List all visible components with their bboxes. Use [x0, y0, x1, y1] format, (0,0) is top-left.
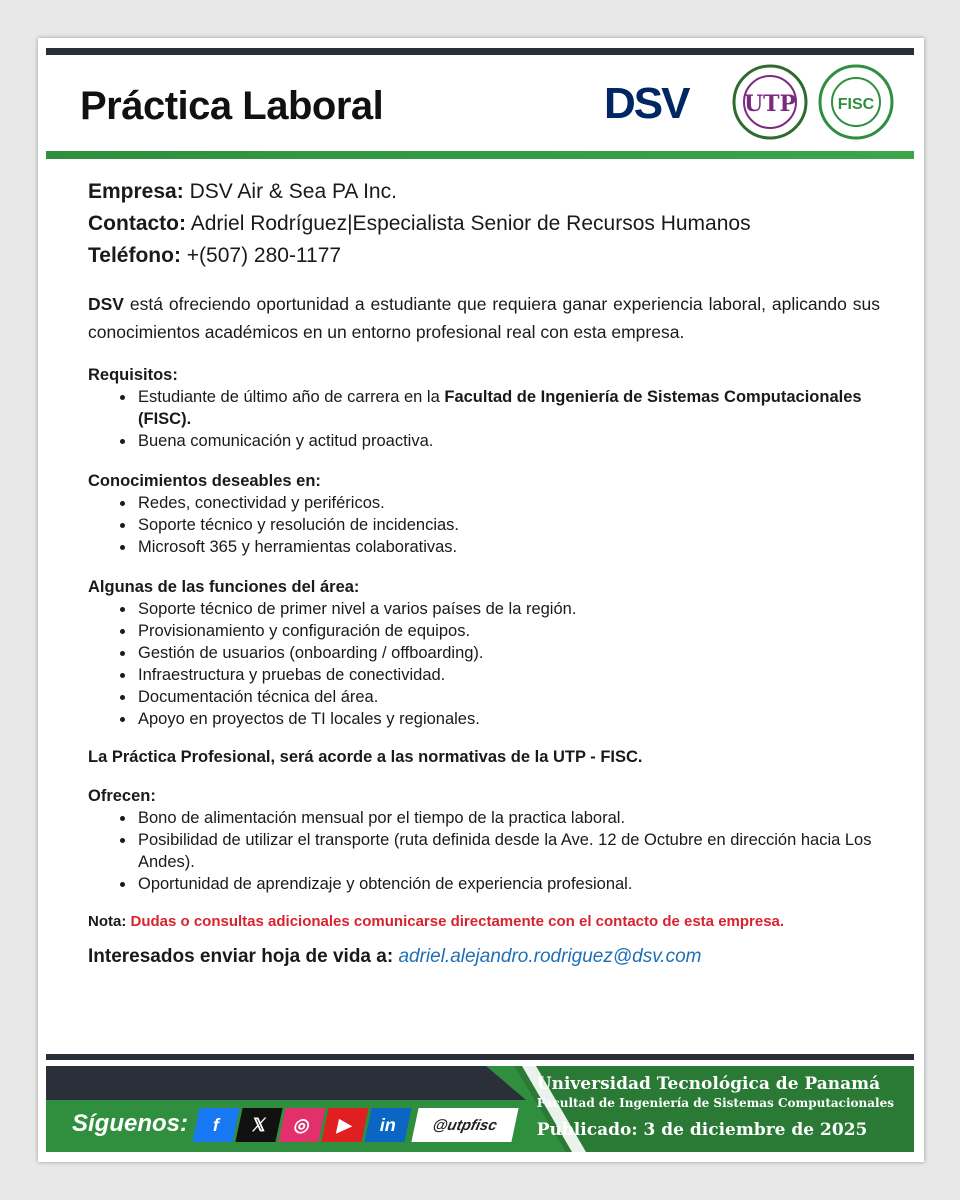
- list-item: • Microsoft 365 y herramientas colaborativas.: [136, 536, 880, 558]
- faculty-name: Facultad de Ingeniería de Sistemas Computacionales: [536, 1096, 894, 1110]
- social-links: [196, 1108, 515, 1142]
- fisc-seal-logo: [818, 64, 894, 140]
- social-handle[interactable]: @utpfisc: [411, 1108, 518, 1142]
- logos: [604, 64, 894, 140]
- instagram-icon[interactable]: [278, 1108, 325, 1142]
- list-item: • Bono de alimentación mensual por el tiempo de la practica laboral.: [136, 807, 880, 829]
- youtube-icon[interactable]: [321, 1108, 368, 1142]
- list-item: • Buena comunicación y actitud proactiva.: [136, 430, 880, 452]
- bottom-dark-bar: [46, 1054, 914, 1060]
- list-item: • Soporte técnico y resolución de incidencias.: [136, 514, 880, 536]
- contact-block: [88, 176, 880, 272]
- list-item: • Posibilidad de utilizar el transporte (ruta definida desde la Ave. 12 de Octubre en dirección hacia Los Andes).: [136, 829, 880, 873]
- university-block: [537, 1074, 894, 1140]
- list-item: • Gestión de usuarios (onboarding / offboarding).: [136, 642, 880, 664]
- conocimientos-list: [88, 492, 880, 558]
- telefono-label: Teléfono:: [88, 244, 181, 267]
- instagram-glyph: ◎: [292, 1114, 313, 1135]
- linkedin-icon[interactable]: [364, 1108, 411, 1142]
- requisito-1-text: Estudiante de último año de carrera en la: [138, 388, 440, 406]
- content: [88, 176, 880, 968]
- interesados-label: Interesados enviar hoja de vida a:: [88, 946, 394, 967]
- nota-label: Nota:: [88, 913, 127, 930]
- list-item: • Soporte técnico de primer nivel a varios países de la región.: [136, 598, 880, 620]
- requisito-1-bold: Facultad de Ingeniería de Sistemas Computacionales (FISC).: [138, 388, 862, 428]
- funciones-title: Algunas de las funciones del área:: [88, 578, 360, 596]
- flyer: [38, 38, 924, 1162]
- normativa-note: La Práctica Profesional, será acorde a las normativas de la UTP - FISC.: [88, 748, 643, 766]
- intro-brand: DSV: [88, 294, 124, 314]
- list-item: • Infraestructura y pruebas de conectividad.: [136, 664, 880, 686]
- svg-text:DSV: DSV: [604, 80, 689, 124]
- dsv-logo: [604, 80, 722, 124]
- list-item: • Documentación técnica del área.: [136, 686, 880, 708]
- empresa-value: DSV Air & Sea PA Inc.: [189, 180, 397, 203]
- funciones-list: [88, 598, 880, 730]
- svg-text:FISC: FISC: [837, 96, 875, 113]
- empresa-label: Empresa:: [88, 180, 184, 203]
- list-item: • Apoyo en proyectos de TI locales y regionales.: [136, 708, 880, 730]
- requisitos-list: [88, 386, 880, 452]
- youtube-glyph: ▶: [336, 1114, 355, 1135]
- list-item: • Oportunidad de aprendizaje y obtención de experiencia profesional.: [136, 873, 880, 895]
- list-item: • Provisionamiento y configuración de equipos.: [136, 620, 880, 642]
- university-name: Universidad Tecnológica de Panamá: [536, 1074, 881, 1094]
- svg-text:UTP: UTP: [743, 91, 797, 117]
- intro-text: está ofreciendo oportunidad a estudiante que requiera ganar experiencia laboral, aplicando sus conocimientos académicos en un entorno profesional real con esta empresa.: [88, 294, 880, 342]
- x-icon[interactable]: [235, 1108, 282, 1142]
- contacto-label: Contacto:: [88, 212, 186, 235]
- nota-text: Dudas o consultas adicionales comunicarse directamente con el contacto de esta empresa.: [130, 913, 785, 930]
- ofrecen-title: Ofrecen:: [88, 787, 156, 805]
- conocimientos-title: Conocimientos deseables en:: [88, 472, 321, 490]
- interesados: [88, 946, 880, 968]
- intro-paragraph: [88, 290, 880, 346]
- siguenos-label: Síguenos:: [72, 1110, 189, 1137]
- footer: [46, 1066, 914, 1152]
- page-title: Práctica Laboral: [80, 84, 384, 128]
- nota: [88, 913, 880, 930]
- contact-email-link[interactable]: adriel.alejandro.rodriguez@dsv.com: [398, 946, 702, 967]
- published-date: Publicado: 3 de diciembre de 2025: [536, 1120, 868, 1140]
- utp-seal-logo: [732, 64, 808, 140]
- ofrecen-list: [88, 807, 880, 895]
- requisitos-title: Requisitos:: [88, 366, 178, 384]
- telefono-value: +(507) 280-1177: [186, 244, 342, 267]
- top-dark-bar: [46, 48, 914, 55]
- facebook-icon[interactable]: [192, 1108, 239, 1142]
- contacto-value: Adriel Rodríguez|Especialista Senior de Recursos Humanos: [190, 212, 751, 235]
- linkedin-glyph: in: [377, 1114, 399, 1135]
- list-item: [136, 386, 880, 430]
- list-item: • Redes, conectividad y periféricos.: [136, 492, 880, 514]
- facebook-glyph: f: [210, 1114, 222, 1135]
- x-glyph: 𝕏: [249, 1114, 269, 1135]
- header-green-bar: [46, 151, 914, 159]
